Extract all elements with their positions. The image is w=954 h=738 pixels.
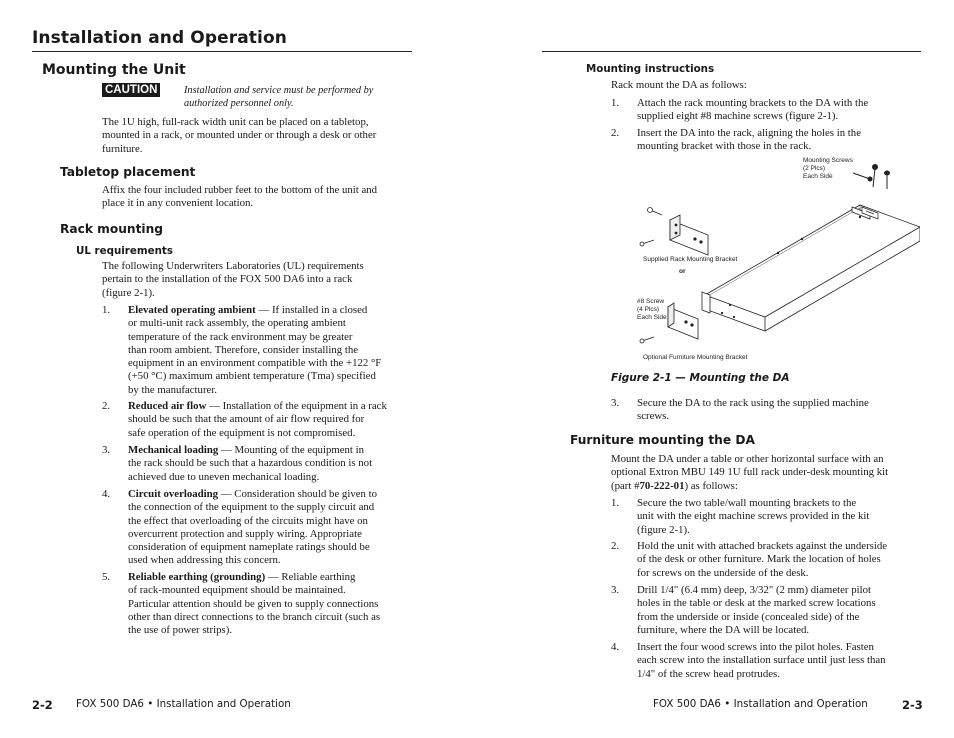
- tabletop-heading: Tabletop placement: [60, 165, 196, 179]
- footer-text-right: FOX 500 DA6 • Installation and Operation: [653, 698, 868, 710]
- mounting-heading: Mounting the Unit: [42, 62, 186, 78]
- label-screw-8: #8 Screw (4 Plcs) Each Side: [637, 298, 667, 321]
- figure-caption: Figure 2-1 — Mounting the DA: [611, 372, 790, 384]
- section-title: Installation and Operation: [32, 28, 287, 48]
- furniture-intro: Mount the DA under a table or other horizontal surface with an optional Extron MBU 149 1U full rack under-desk mounting kit (part #70-222-01) as follows:: [611, 453, 889, 492]
- caution-text: Installation and service must be performed by authorized personnel only.: [184, 85, 374, 109]
- label-or: or: [679, 268, 686, 275]
- furniture-heading: Furniture mounting the DA: [570, 433, 755, 447]
- page-number-left: 2-2: [32, 698, 53, 712]
- ul-heading: UL requirements: [76, 245, 173, 257]
- label-rack-bracket: Supplied Rack Mounting Bracket: [643, 256, 738, 263]
- mounting-figure: [630, 155, 920, 370]
- mounting-screws-illustration: [853, 165, 890, 190]
- label-mounting-screws: Mounting Screws (2 Plcs) Each Side: [803, 157, 853, 180]
- footer-text-left: FOX 500 DA6 • Installation and Operation: [76, 698, 291, 710]
- mounting-instructions-heading: Mounting instructions: [586, 63, 715, 75]
- page-number-right: 2-3: [902, 698, 923, 712]
- caution-badge: CAUTION: [102, 83, 160, 97]
- da-unit-illustration: [702, 205, 920, 331]
- label-furniture-bracket: Optional Furniture Mounting Bracket: [643, 354, 748, 361]
- tabletop-paragraph: Affix the four included rubber feet to the bottom of the unit and place it in any convenient location.: [102, 184, 378, 210]
- rack-bracket-illustration: [640, 208, 708, 256]
- rack-mount-intro: Rack mount the DA as follows:: [611, 79, 747, 91]
- title-rule: [32, 51, 412, 52]
- intro-paragraph: The 1U high, full-rack width unit can be placed on a tabletop, mounted in a rack, or mounted under or through a desk or other furniture.: [102, 116, 377, 155]
- top-rule-right: [542, 51, 921, 52]
- rack-heading: Rack mounting: [60, 222, 164, 236]
- ul-paragraph: The following Underwriters Laboratories (UL) requirements pertain to the installation of the FOX 500 DA6 into a rack (figure 2-1).: [102, 260, 364, 299]
